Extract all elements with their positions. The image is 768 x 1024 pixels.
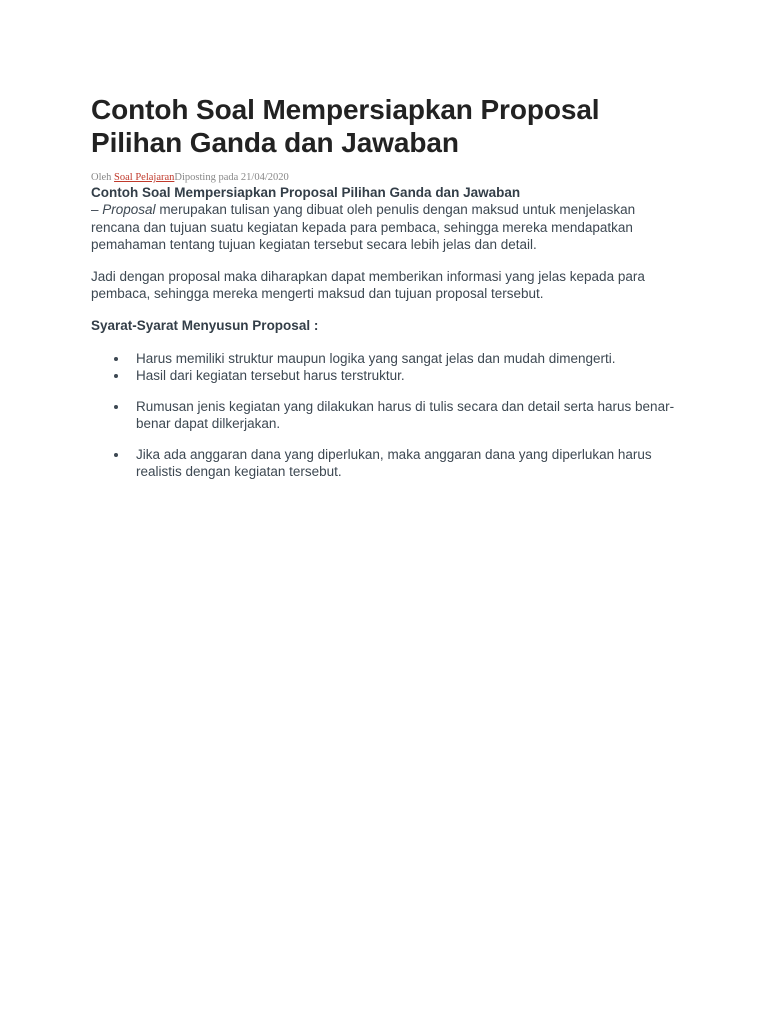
- intro-paragraph: [91, 201, 681, 254]
- list-item-text: Jika ada anggaran dana yang diperlukan, maka anggaran dana yang diperlukan harus realistis dengan kegiatan tersebut.: [136, 446, 652, 479]
- list-item-text: Hasil dari kegiatan tersebut harus terstruktur.: [136, 368, 405, 383]
- list-item-text: Harus memiliki struktur maupun logika yang sangat jelas dan mudah dimengerti.: [136, 350, 616, 366]
- paragraph-2: Jadi dengan proposal maka diharapkan dapat memberikan informasi yang jelas kepada para pembaca, sehingga mereka mengerti maksud dan tujuan proposal tersebut.: [91, 268, 645, 301]
- bullet-icon: [114, 405, 118, 409]
- requirements-list: [91, 350, 681, 481]
- author-link[interactable]: Soal Pelajaran: [114, 172, 175, 183]
- list-item: [91, 446, 681, 481]
- bullet-icon: [114, 374, 118, 378]
- intro-text: merupakan tulisan yang dibuat oleh penulis dengan maksud untuk menjelaskan rencana dan tujuan suatu kegiatan kepada para pembaca, sehingga mereka mendapatkan pemahaman tentang tujuan kegiatan tersebut secara lebih jelas dan detail.: [91, 202, 636, 252]
- bullet-icon: [114, 453, 118, 457]
- list-item: [91, 367, 681, 385]
- intro-dash: –: [91, 202, 103, 217]
- requirements-heading: Syarat-Syarat Menyusun Proposal :: [91, 317, 319, 333]
- list-item: [91, 398, 681, 433]
- article: [91, 93, 681, 481]
- page-title: Contoh Soal Mempersiapkan Proposal Pilihan Ganda dan Jawaban: [91, 94, 600, 158]
- intro-term: Proposal: [102, 202, 156, 217]
- post-meta: [91, 172, 681, 184]
- list-item: [91, 350, 681, 368]
- meta-by-label: Oleh: [91, 172, 115, 183]
- meta-posted-date: Diposting pada 21/04/2020: [174, 172, 289, 183]
- list-item-text: Rumusan jenis kegiatan yang dilakukan harus di tulis secara dan detail serta harus benar-benar dapat dilkerjakan.: [136, 398, 675, 431]
- bullet-icon: [114, 357, 118, 361]
- lead-title: Contoh Soal Mempersiapkan Proposal Pilihan Ganda dan Jawaban: [91, 185, 521, 200]
